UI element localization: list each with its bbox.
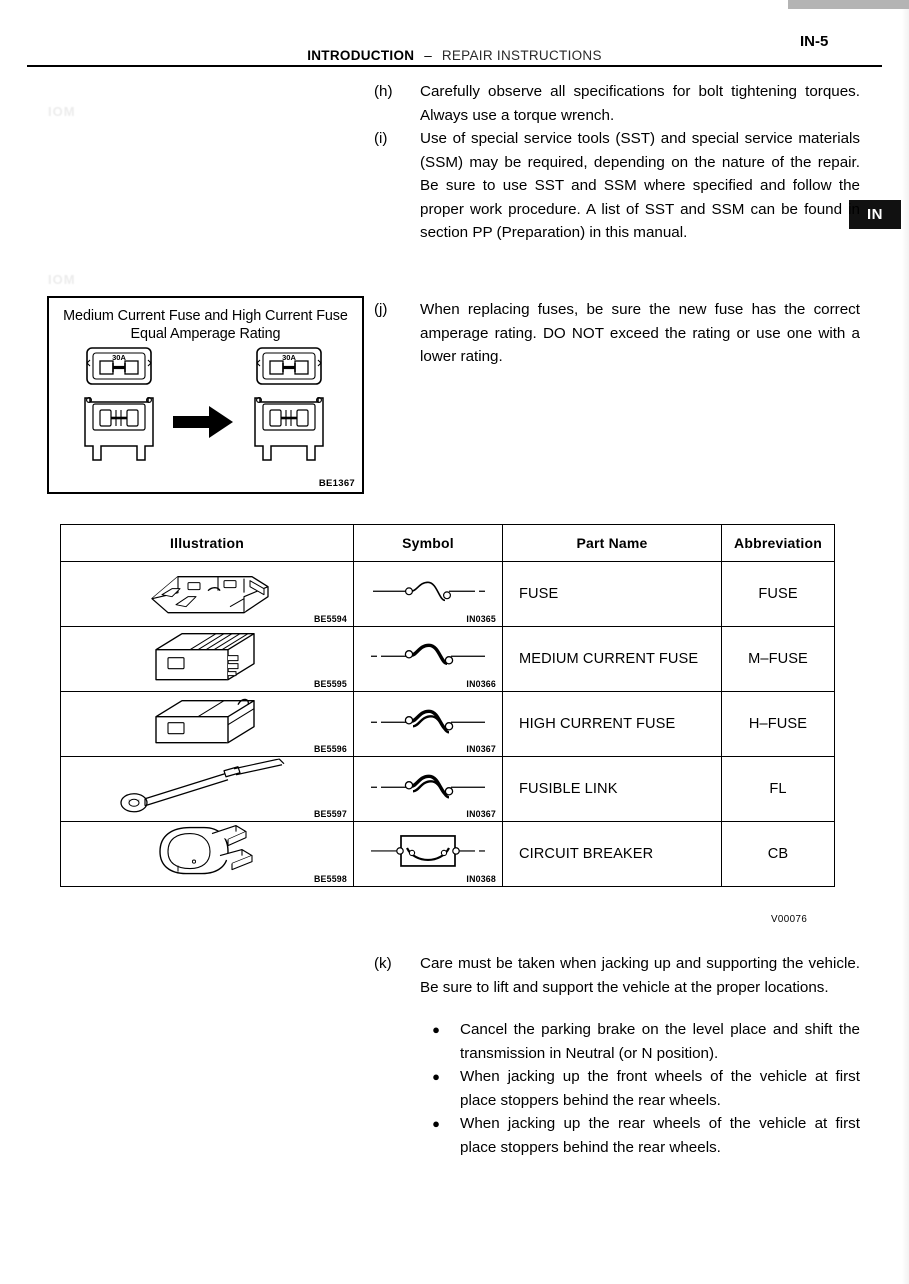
part-name-cell (503, 822, 722, 887)
figure-caption-line-2: Equal Amperage Rating (130, 326, 281, 342)
abbreviation-text: CB (767, 846, 789, 862)
symbol-code: IN0367 (466, 809, 496, 819)
table-row (61, 822, 835, 887)
instruction-marker: (i) (374, 130, 388, 147)
header-rule (27, 65, 882, 67)
page-number: IN-5 (800, 33, 829, 50)
instruction-item-h (374, 80, 860, 127)
scan-artifact: IOM (48, 104, 76, 119)
instruction-text: Use of special service tools (SST) and special service materials (SSM) may be required, depending on the nature of the repair. Be sure to use SST and SSM where specified and follow the proper work procedure. A list of SST and SSM can be found in section PP (Preparation) in this manual. (420, 130, 860, 242)
header-dash: – (424, 48, 432, 63)
medium-fuse-front-view (85, 398, 153, 460)
circuit-breaker-illustration (142, 822, 272, 882)
header-subsection-title: REPAIR INSTRUCTIONS (441, 48, 602, 63)
part-name-text: FUSE (519, 586, 559, 602)
illustration-cell (61, 822, 354, 887)
page-header (27, 48, 882, 67)
instruction-marker: (k) (374, 955, 392, 972)
section-tab-in: IN (849, 200, 901, 229)
high-current-fuse-illustration (142, 693, 272, 751)
fuse-parts-table (60, 524, 835, 887)
column-header-symbol: Symbol (354, 525, 503, 562)
table-row (61, 627, 835, 692)
amperage-label-left: 30A (112, 353, 126, 362)
part-name-text: HIGH CURRENT FUSE (519, 716, 676, 732)
abbreviation-text: H–FUSE (748, 716, 808, 732)
table-row (61, 562, 835, 627)
scan-artifact: IOM (48, 272, 76, 287)
instruction-item-i (374, 127, 860, 245)
medium-fuse-symbol-icon (367, 639, 489, 673)
abbreviation-cell (722, 757, 835, 822)
symbol-code: IN0365 (466, 614, 496, 624)
jacking-precautions-list (412, 1018, 860, 1160)
fuse-rating-figure (47, 296, 364, 494)
abbreviation-cell (722, 692, 835, 757)
symbol-cell (354, 627, 503, 692)
instruction-text: Care must be taken when jacking up and supporting the vehicle. Be sure to lift and support the vehicle at the proper locations. (420, 955, 860, 996)
column-header-part-name: Part Name (503, 525, 722, 562)
illustration-code: BE5595 (314, 679, 347, 689)
abbreviation-text: FL (769, 781, 787, 797)
high-fuse-front-view (255, 398, 323, 460)
illustration-cell (61, 692, 354, 757)
equals-arrow-icon (173, 406, 233, 438)
high-fuse-symbol-icon (367, 704, 489, 738)
instruction-marker: (j) (374, 301, 388, 318)
instruction-item-j (374, 298, 860, 369)
table-reference-code: V00076 (771, 914, 808, 925)
symbol-cell (354, 562, 503, 627)
part-name-cell (503, 692, 722, 757)
symbol-code: IN0368 (466, 874, 496, 884)
instruction-text: Carefully observe all specifications for bolt tightening torques. Always use a torque wrench. (420, 83, 860, 124)
medium-fuse-top-view (87, 348, 151, 384)
fuse-symbol-icon (367, 574, 489, 608)
list-item-text: Cancel the parking brake on the level place and shift the transmission in Neutral (or N position). (460, 1021, 860, 1062)
instruction-marker: (h) (374, 83, 393, 100)
part-name-text: CIRCUIT BREAKER (519, 846, 654, 862)
fusible-link-illustration (112, 759, 302, 815)
table-header-row (61, 525, 835, 562)
table-row (61, 757, 835, 822)
list-item (412, 1018, 860, 1065)
illustration-cell (61, 627, 354, 692)
circuit-breaker-symbol-icon (367, 832, 489, 870)
bullet-icon: ● (432, 1116, 440, 1132)
part-name-cell (503, 627, 722, 692)
illustration-code: BE5594 (314, 614, 347, 624)
abbreviation-cell (722, 562, 835, 627)
illustration-cell (61, 757, 354, 822)
symbol-code: IN0366 (466, 679, 496, 689)
scan-edge-top (788, 0, 909, 9)
figure-caption (49, 298, 362, 343)
instruction-item-k (374, 952, 860, 999)
part-name-cell (503, 757, 722, 822)
bullet-icon: ● (432, 1022, 440, 1037)
list-item-text: When jacking up the front wheels of the vehicle at first place stoppers behind the rear wheels. (460, 1068, 860, 1109)
abbreviation-cell (722, 822, 835, 887)
high-fuse-top-view (257, 348, 321, 384)
list-item (412, 1112, 860, 1159)
illustration-code: BE5596 (314, 744, 347, 754)
abbreviation-text: M–FUSE (748, 651, 808, 667)
column-header-abbreviation: Abbreviation (722, 525, 835, 562)
abbreviation-cell (722, 627, 835, 692)
illustration-cell (61, 562, 354, 627)
instruction-text: When replacing fuses, be sure the new fuse has the correct amperage rating. DO NOT exceed the rating or use one with a lower rating. (420, 301, 860, 366)
figure-reference-code: BE1367 (318, 478, 355, 489)
header-section-title: INTRODUCTION (307, 48, 415, 63)
fuse-comparison-illustration (49, 342, 362, 492)
column-header-illustration: Illustration (61, 525, 354, 562)
symbol-cell (354, 692, 503, 757)
amperage-label-right: 30A (282, 353, 296, 362)
abbreviation-text: FUSE (758, 586, 798, 602)
part-name-cell (503, 562, 722, 627)
list-item-text: When jacking up the rear wheels of the vehicle at first place stoppers behind the rear wheels. (460, 1115, 860, 1156)
illustration-code: BE5598 (314, 874, 347, 884)
medium-current-fuse-illustration (142, 628, 272, 686)
illustration-code: BE5597 (314, 809, 347, 819)
part-name-text: MEDIUM CURRENT FUSE (519, 651, 699, 667)
symbol-code: IN0367 (466, 744, 496, 754)
blade-fuse-illustration (132, 563, 282, 621)
fusible-link-symbol-icon (367, 769, 489, 803)
bullet-icon: ● (432, 1069, 440, 1085)
symbol-cell (354, 757, 503, 822)
figure-caption-line-1: Medium Current Fuse and High Current Fuse (63, 308, 348, 324)
list-item (412, 1065, 860, 1112)
scan-edge-right (902, 9, 909, 1284)
symbol-cell (354, 822, 503, 887)
table-row (61, 692, 835, 757)
part-name-text: FUSIBLE LINK (519, 781, 618, 797)
